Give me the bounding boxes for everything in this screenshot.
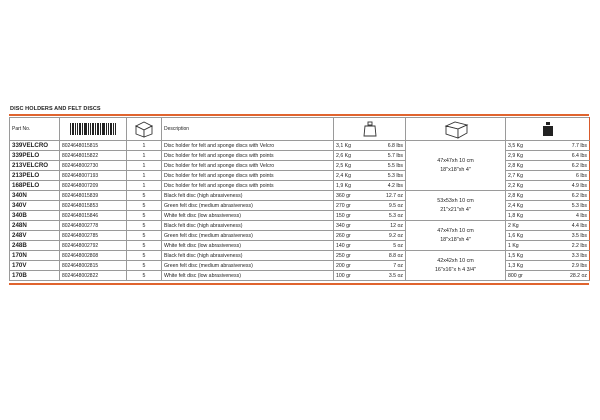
part-number: 340N [10,191,60,201]
weight-imperial: 3.5 oz [388,272,403,279]
pack-weight-imperial: 28.2 oz [569,272,587,279]
pack-size [406,251,506,281]
package-icon [406,118,506,141]
weight-imperial: 12.7 oz [385,192,403,199]
weight-metric: 340 gr [336,222,351,229]
ean-code: 8024648015846 [60,211,127,221]
item-weight [334,181,406,191]
item-description: Black felt disc (high abrasiveness) [162,221,334,231]
weight-imperial: 8.8 oz [388,252,403,259]
weight-imperial: 4.2 lbs [387,182,403,189]
pack-weight-imperial: 7.7 lbs [571,142,587,149]
pack-weight-imperial: 4 lbs [576,212,587,219]
weight-icon [334,118,406,141]
weight-imperial: 7 oz [393,262,403,269]
item-weight [334,171,406,181]
pack-weight-metric: 2,8 Kg [508,192,523,199]
box-icon [127,118,162,141]
pack-qty: 5 [127,201,162,211]
ean-code: 8024648015815 [60,141,127,151]
pack-size-metric: 42x42xh 10 cm [437,257,474,264]
pack-weight-metric: 2,4 Kg [508,202,523,209]
weight-imperial: 5 oz [393,242,403,249]
part-no-header: Part No. [10,118,60,141]
pack-qty: 5 [127,221,162,231]
pack-weight-imperial: 2.2 lbs [571,242,587,249]
weight-metric: 2,4 Kg [336,172,351,179]
weight-imperial: 9.2 oz [388,232,403,239]
pack-weight-metric: 800 gr [508,272,523,279]
pack-qty: 1 [127,161,162,171]
pack-weight-imperial: 4.9 lbs [571,182,587,189]
pack-size-imperial: 18"x18"xh 4" [440,236,471,243]
ean-code: 8024648002822 [60,271,127,281]
weight-metric: 270 gr [336,202,351,209]
table-body [10,141,590,281]
part-number: 248V [10,231,60,241]
pack-weight [506,211,590,221]
pack-weight [506,231,590,241]
part-number: 339VELCRO [10,141,60,151]
pack-weight-metric: 2,8 Kg [508,162,523,169]
weight-imperial: 6.8 lbs [387,142,403,149]
ean-code: 8024648002792 [60,241,127,251]
pack-qty: 5 [127,211,162,221]
pack-qty: 5 [127,271,162,281]
part-number: 168PELO [10,181,60,191]
pack-size [406,221,506,251]
ean-code: 8024648015853 [60,201,127,211]
weight-metric: 150 gr [336,212,351,219]
weight-imperial: 5.3 oz [388,212,403,219]
pack-qty: 5 [127,251,162,261]
pack-weight [506,191,590,201]
weight-imperial: 5.7 lbs [387,152,403,159]
pack-size-metric: 53x53xh 10 cm [437,197,474,204]
barcode-icon [60,118,127,141]
pack-weight [506,261,590,271]
weight-metric: 200 gr [336,262,351,269]
weight-metric: 360 gr [336,192,351,199]
pack-weight-imperial: 6.4 lbs [571,152,587,159]
weight-metric: 250 gr [336,252,351,259]
item-weight [334,261,406,271]
weight-metric: 3,1 Kg [336,142,351,149]
item-description: Black felt disc (high abrasiveness) [162,191,334,201]
pack-weight [506,151,590,161]
ean-code: 8024648002785 [60,231,127,241]
item-weight [334,151,406,161]
item-weight [334,271,406,281]
item-description: Disc holder for felt and sponge discs with points [162,151,334,161]
pack-qty: 1 [127,141,162,151]
part-number: 340V [10,201,60,211]
item-description: White felt disc (low abrasiveness) [162,211,334,221]
weight-metric: 1,9 Kg [336,182,351,189]
pack-size-metric: 47x47xh 10 cm [437,227,474,234]
part-number: 339PELO [10,151,60,161]
part-number: 213PELO [10,171,60,181]
pack-qty: 1 [127,171,162,181]
part-number: 248N [10,221,60,231]
part-number: 170V [10,261,60,271]
pack-weight [506,181,590,191]
item-description: Green felt disc (medium abrasiveness) [162,261,334,271]
item-weight [334,251,406,261]
pack-size-imperial: 21"x21"xh 4" [440,206,471,213]
weight-metric: 2,5 Kg [336,162,351,169]
item-description: Green felt disc (medium abrasiveness) [162,231,334,241]
item-description: Disc holder for felt and sponge discs with Velcro [162,161,334,171]
pack-weight-metric: 1,5 Kg [508,252,523,259]
part-number: 340B [10,211,60,221]
item-weight [334,191,406,201]
pack-qty: 5 [127,241,162,251]
weight-imperial: 5.3 lbs [387,172,403,179]
table-row [10,221,590,231]
pack-size-metric: 47x47xh 10 cm [437,157,474,164]
ean-code: 8024648015839 [60,191,127,201]
ean-code: 8024648002730 [60,161,127,171]
item-weight [334,141,406,151]
pack-weight [506,161,590,171]
item-weight [334,161,406,171]
pack-weight [506,221,590,231]
bottom-rule [9,283,589,285]
weight-metric: 140 gr [336,242,351,249]
item-description: Green felt disc (medium abrasiveness) [162,201,334,211]
pack-weight-metric: 2 Kg [508,222,519,229]
item-weight [334,231,406,241]
ean-code: 8024648007209 [60,181,127,191]
pack-weight-imperial: 6.2 lbs [571,192,587,199]
pack-weight-metric: 2,2 Kg [508,182,523,189]
table-row [10,251,590,261]
pack-weight-metric: 1,3 Kg [508,262,523,269]
item-description: Disc holder for felt and sponge discs with points [162,171,334,181]
part-number: 213VELCRO [10,161,60,171]
ean-code: 8024648002778 [60,221,127,231]
pack-size-imperial: 18"x18"xh 4" [440,166,471,173]
pack-weight-metric: 1,6 Kg [508,232,523,239]
pack-qty: 1 [127,151,162,161]
item-description: Disc holder for felt and sponge discs with Velcro [162,141,334,151]
ean-code: 8024648015822 [60,151,127,161]
ean-code: 8024648002808 [60,251,127,261]
pack-size-imperial: 16"x16"x h 4 3/4" [434,266,477,273]
pack-weight-metric: 1 Kg [508,242,519,249]
description-header: Description [162,118,334,141]
pack-weight-imperial: 6.2 lbs [571,162,587,169]
pack-weight [506,251,590,261]
item-weight [334,241,406,251]
pack-weight [506,141,590,151]
part-number: 170B [10,271,60,281]
pack-weight-metric: 2,9 Kg [508,152,523,159]
weight-metric: 100 gr [336,272,351,279]
part-number: 248B [10,241,60,251]
pack-weight-metric: 2,7 Kg [508,172,523,179]
pack-weight [506,201,590,211]
pack-qty: 5 [127,191,162,201]
pack-weight [506,171,590,181]
weight-metric: 260 gr [336,232,351,239]
table-row [10,191,590,201]
table-row [10,141,590,151]
pack-weight-imperial: 2.9 lbs [571,262,587,269]
ean-code: 8024648007193 [60,171,127,181]
item-description: Disc holder for felt and sponge discs with points [162,181,334,191]
item-description: White felt disc (low abrasiveness) [162,271,334,281]
pack-weight-metric: 3,5 Kg [508,142,523,149]
weight-imperial: 12 oz [390,222,403,229]
item-description: Black felt disc (high abrasiveness) [162,251,334,261]
pack-qty: 5 [127,261,162,271]
pack-weight-imperial: 6 lbs [576,172,587,179]
item-weight [334,201,406,211]
pack-qty: 1 [127,181,162,191]
pack-weight-metric: 1,8 Kg [508,212,523,219]
pack-weight [506,271,590,281]
pack-weight [506,241,590,251]
pack-weight-imperial: 4.4 lbs [571,222,587,229]
item-weight [334,221,406,231]
pack-weight-imperial: 5.3 lbs [571,202,587,209]
pack-qty: 5 [127,231,162,241]
pack-weight-imperial: 3.3 lbs [571,252,587,259]
pack-weight-imperial: 3.5 lbs [571,232,587,239]
table-header [10,118,590,141]
weight-imperial: 9.5 oz [388,202,403,209]
ean-code: 8024648002815 [60,261,127,271]
pack-weight-icon [506,118,590,141]
item-weight [334,211,406,221]
pack-size [406,191,506,221]
product-table [9,117,590,281]
item-description: White felt disc (low abrasiveness) [162,241,334,251]
top-rule [9,114,589,116]
weight-imperial: 5.5 lbs [387,162,403,169]
section-title: DISC HOLDERS AND FELT DISCS [10,106,101,112]
pack-size [406,141,506,191]
weight-metric: 2,6 Kg [336,152,351,159]
part-number: 170N [10,251,60,261]
